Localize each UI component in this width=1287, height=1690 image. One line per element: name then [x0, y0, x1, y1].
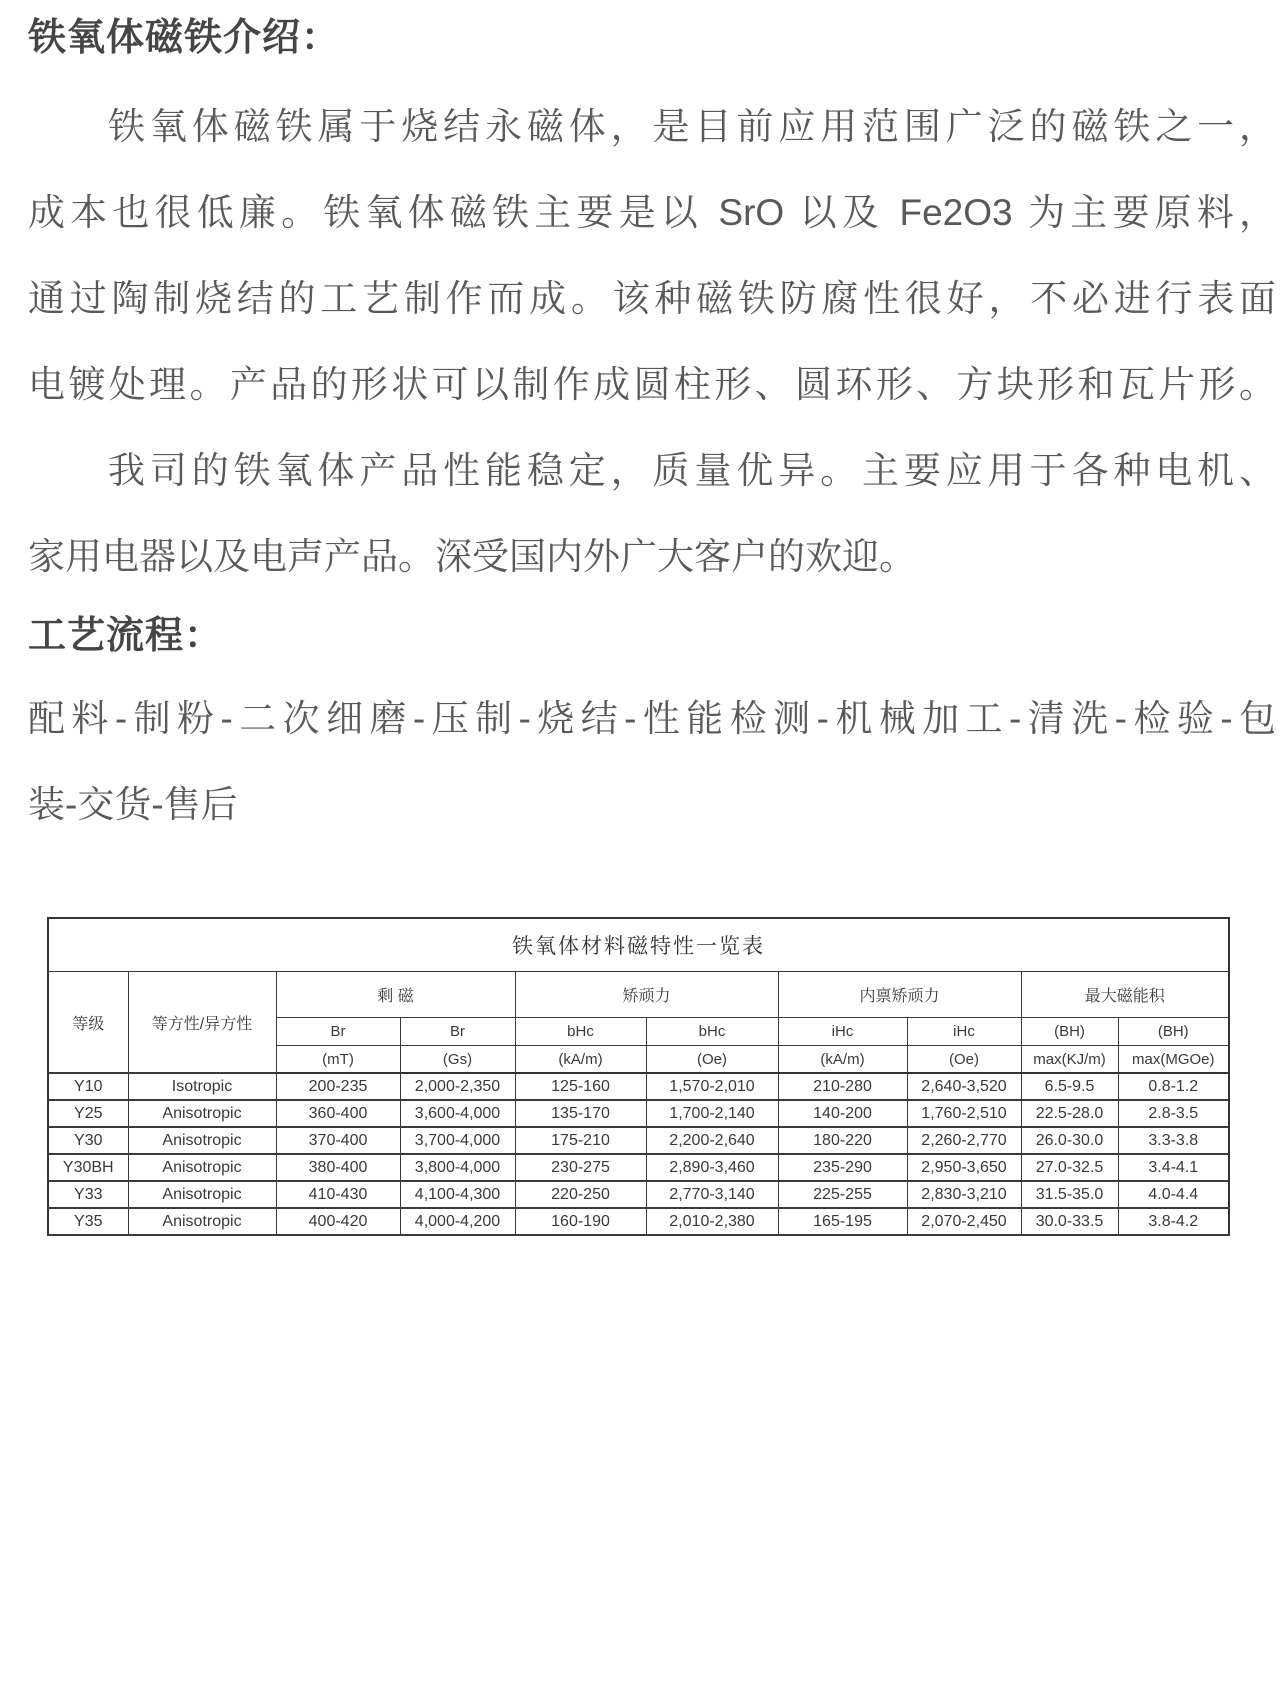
cell-value: 30.0-33.5: [1021, 1208, 1118, 1235]
cell-isotropy: Anisotropic: [128, 1100, 276, 1127]
cell-value: 31.5-35.0: [1021, 1181, 1118, 1208]
body-line: 电镀处理。产品的形状可以制作成圆柱形、圆环形、方块形和瓦片形。: [28, 364, 1276, 405]
cell-value: 2,640-3,520: [907, 1073, 1021, 1100]
cell-value: 370-400: [276, 1127, 400, 1154]
body-line: 铁氧体磁铁属于烧结永磁体，是目前应用范围广泛的磁铁之一，: [108, 106, 1276, 147]
header-param: iHc: [907, 1018, 1021, 1046]
cell-value: 2,010-2,380: [646, 1208, 778, 1235]
cell-value: 220-250: [515, 1181, 646, 1208]
process-paragraph: [28, 676, 1276, 848]
cell-value: 410-430: [276, 1181, 400, 1208]
cell-value: 2,260-2,770: [907, 1127, 1021, 1154]
cell-value: 3.8-4.2: [1118, 1208, 1229, 1235]
header-group-intrinsic-coercivity: 内禀矫顽力: [778, 972, 1021, 1018]
cell-value: 4,000-4,200: [400, 1208, 515, 1235]
cell-value: 3.3-3.8: [1118, 1127, 1229, 1154]
header-unit: (Oe): [907, 1046, 1021, 1074]
table-row: [48, 1208, 1229, 1235]
cell-value: 2,770-3,140: [646, 1181, 778, 1208]
header-param: (BH): [1021, 1018, 1118, 1046]
cell-value: 2,830-3,210: [907, 1181, 1021, 1208]
header-param: (BH): [1118, 1018, 1229, 1046]
header-unit: (Gs): [400, 1046, 515, 1074]
cell-grade: Y10: [48, 1073, 128, 1100]
cell-value: 210-280: [778, 1073, 907, 1100]
header-group-max-energy-product: 最大磁能积: [1021, 972, 1229, 1018]
body-line: 配料-制粉-二次细磨-压制-烧结-性能检测-机械加工-清洗-检验-包: [28, 698, 1276, 739]
cell-value: 400-420: [276, 1208, 400, 1235]
cell-value: 360-400: [276, 1100, 400, 1127]
table-title: 铁氧体材料磁特性一览表: [48, 918, 1229, 972]
cell-isotropy: Anisotropic: [128, 1208, 276, 1235]
cell-value: 2.8-3.5: [1118, 1100, 1229, 1127]
cell-grade: Y25: [48, 1100, 128, 1127]
table-row: [48, 1127, 1229, 1154]
body-line: 通过陶制烧结的工艺制作而成。该种磁铁防腐性很好，不必进行表面: [28, 278, 1276, 319]
header-unit: (kA/m): [515, 1046, 646, 1074]
header-unit: max(KJ/m): [1021, 1046, 1118, 1074]
table-row: [48, 1100, 1229, 1127]
table-row: [48, 1181, 1229, 1208]
cell-value: 1,700-2,140: [646, 1100, 778, 1127]
table-title-row: [48, 918, 1229, 972]
header-cell-isotropy: 等方性/异方性: [128, 972, 276, 1074]
cell-grade: Y35: [48, 1208, 128, 1235]
cell-value: 180-220: [778, 1127, 907, 1154]
cell-value: 165-195: [778, 1208, 907, 1235]
cell-value: 200-235: [276, 1073, 400, 1100]
cell-value: 26.0-30.0: [1021, 1127, 1118, 1154]
header-param: Br: [400, 1018, 515, 1046]
header-unit: (Oe): [646, 1046, 778, 1074]
cell-value: 3,600-4,000: [400, 1100, 515, 1127]
cell-isotropy: Anisotropic: [128, 1154, 276, 1181]
cell-value: 2,000-2,350: [400, 1073, 515, 1100]
cell-value: 140-200: [778, 1100, 907, 1127]
cell-value: 0.8-1.2: [1118, 1073, 1229, 1100]
spec-table: [47, 917, 1230, 1236]
cell-value: 3.4-4.1: [1118, 1154, 1229, 1181]
cell-isotropy: Anisotropic: [128, 1181, 276, 1208]
cell-value: 2,950-3,650: [907, 1154, 1021, 1181]
cell-value: 3,700-4,000: [400, 1127, 515, 1154]
cell-value: 2,070-2,450: [907, 1208, 1021, 1235]
cell-grade: Y30: [48, 1127, 128, 1154]
table-row: [48, 1073, 1229, 1100]
cell-value: 225-255: [778, 1181, 907, 1208]
cell-value: 160-190: [515, 1208, 646, 1235]
cell-value: 2,200-2,640: [646, 1127, 778, 1154]
cell-value: 4.0-4.4: [1118, 1181, 1229, 1208]
cell-value: 1,570-2,010: [646, 1073, 778, 1100]
cell-value: 230-275: [515, 1154, 646, 1181]
cell-grade: Y30BH: [48, 1154, 128, 1181]
cell-value: 1,760-2,510: [907, 1100, 1021, 1127]
header-param: iHc: [778, 1018, 907, 1046]
body-line: 我司的铁氧体产品性能稳定，质量优异。主要应用于各种电机、: [108, 450, 1276, 491]
cell-value: 235-290: [778, 1154, 907, 1181]
body-line: 家用电器以及电声产品。深受国内外广大客户的欢迎。: [28, 536, 916, 577]
intro-heading: 铁氧体磁铁介绍：: [28, 17, 341, 59]
table-row: [48, 1154, 1229, 1181]
cell-value: 22.5-28.0: [1021, 1100, 1118, 1127]
cell-value: 3,800-4,000: [400, 1154, 515, 1181]
cell-value: 135-170: [515, 1100, 646, 1127]
cell-value: 27.0-32.5: [1021, 1154, 1118, 1181]
cell-isotropy: Anisotropic: [128, 1127, 276, 1154]
header-param: bHc: [515, 1018, 646, 1046]
cell-grade: Y33: [48, 1181, 128, 1208]
cell-value: 6.5-9.5: [1021, 1073, 1118, 1100]
header-unit: max(MGOe): [1118, 1046, 1229, 1074]
header-group-remanence: 剩 磁: [276, 972, 515, 1018]
body-line: 成本也很低廉。铁氧体磁铁主要是以 SrO 以及 Fe2O3 为主要原料，: [28, 192, 1276, 233]
cell-value: 380-400: [276, 1154, 400, 1181]
header-unit: (kA/m): [778, 1046, 907, 1074]
intro-paragraph-2: [28, 428, 1276, 600]
header-param: bHc: [646, 1018, 778, 1046]
process-heading: 工艺流程：: [28, 615, 224, 657]
header-group-coercivity: 矫顽力: [515, 972, 778, 1018]
intro-paragraph-1: [28, 84, 1276, 428]
cell-isotropy: Isotropic: [128, 1073, 276, 1100]
cell-value: 4,100-4,300: [400, 1181, 515, 1208]
cell-value: 125-160: [515, 1073, 646, 1100]
header-cell-grade: 等级: [48, 972, 128, 1074]
header-param: Br: [276, 1018, 400, 1046]
table-group-header-row: [48, 972, 1229, 1018]
cell-value: 2,890-3,460: [646, 1154, 778, 1181]
cell-value: 175-210: [515, 1127, 646, 1154]
body-line: 装-交货-售后: [28, 784, 238, 825]
header-unit: (mT): [276, 1046, 400, 1074]
